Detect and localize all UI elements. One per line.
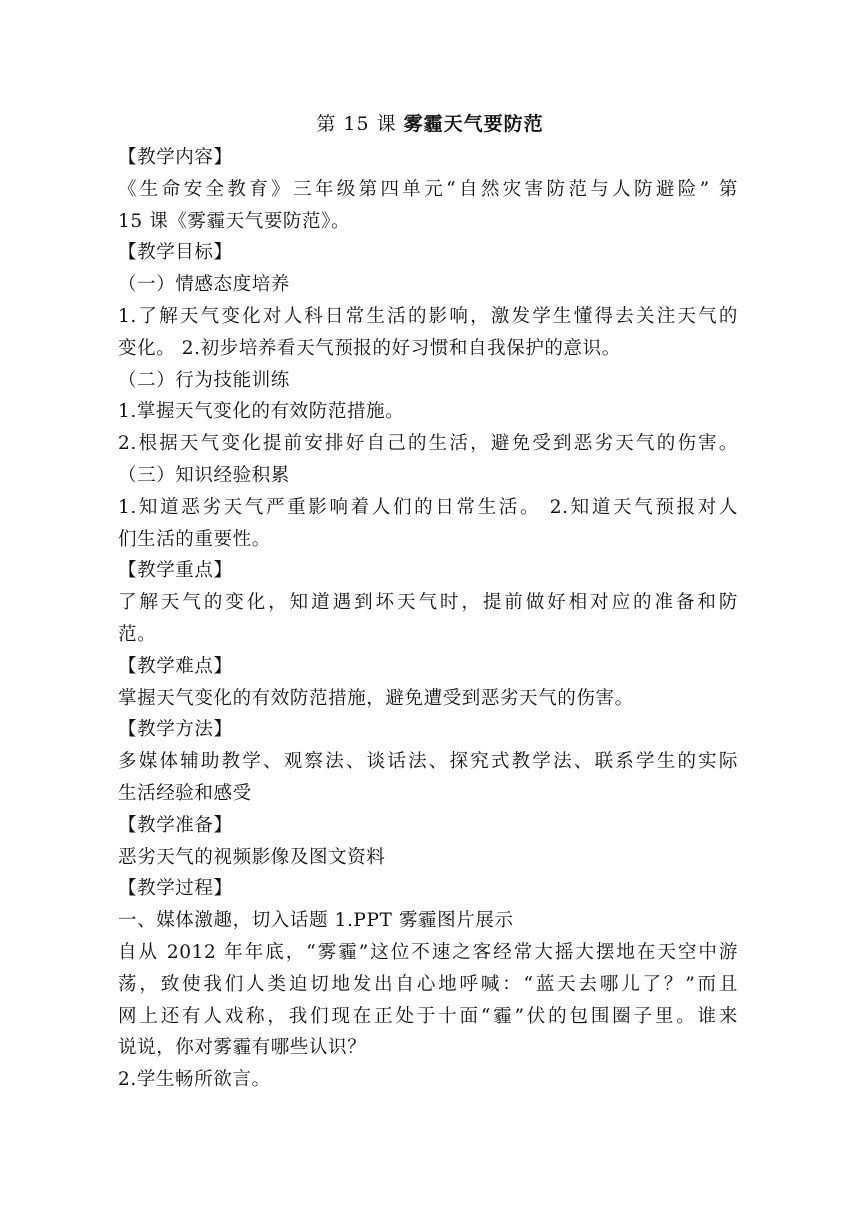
text-line: （三）知识经验积累 — [118, 464, 290, 486]
text-line: 生活经验和感受 — [118, 782, 252, 804]
text-line: 【教学过程】 — [118, 878, 233, 900]
text-line: 掌握天气变化的有效防范措施，避免遭受到恶劣天气的伤害。 — [118, 687, 634, 709]
text-line: 【教学准备】 — [118, 814, 233, 836]
text-line: 【教学内容】 — [118, 147, 233, 168]
text-line: 范。 — [118, 623, 157, 645]
text-line: 1.知道恶劣天气严重影响着人们的日常生活。 2.知道天气预报对人 — [118, 496, 738, 518]
text-line: 15 课《雾霾天气要防范》。 — [118, 210, 351, 232]
text-line: 荡，致使我们人类迫切地发出自心地呼喊：“蓝天去哪儿了？”而且 — [118, 973, 738, 995]
text-line: 【教学目标】 — [118, 242, 233, 264]
text-line: 2.学生畅所欲言。 — [118, 1069, 271, 1091]
text-line: 【教学重点】 — [118, 560, 233, 582]
text-line: 恶劣天气的视频影像及图文资料 — [118, 846, 386, 868]
lesson-title-text: 雾霾天气要防范 — [403, 113, 544, 135]
text-line: 网上还有人戏称，我们现在正处于十面“霾”伏的包围圈子里。谁来 — [118, 1005, 738, 1027]
text-line: 《生命安全教育》三年级第四单元“自然灾害防范与人防避险” 第 — [118, 178, 738, 200]
text-line: 自从 2012 年年底，“雾霾”这位不速之客经常大摇大摆地在天空中游 — [118, 941, 738, 963]
text-line: 1.掌握天气变化的有效防范措施。 — [118, 401, 405, 423]
text-line: 【教学方法】 — [118, 719, 233, 741]
document-body — [118, 142, 738, 1096]
text-line: 1.了解天气变化对人科日常生活的影响，激发学生懂得去关注天气的 — [118, 305, 738, 327]
text-line: （二）行为技能训练 — [118, 369, 290, 391]
text-line: 们生活的重要性。 — [118, 528, 271, 550]
text-line: 了解天气的变化，知道遇到坏天气时，提前做好相对应的准备和防 — [118, 592, 738, 614]
lesson-number: 第 15 课 — [316, 113, 404, 135]
text-line: 多媒体辅助教学、观察法、谈话法、探究式教学法、联系学生的实际 — [118, 751, 738, 773]
text-line: 变化。 2.初步培养看天气预报的好习惯和自我保护的意识。 — [118, 337, 621, 359]
text-line: 2.根据天气变化提前安排好自己的生活，避免受到恶劣天气的伤害。 — [118, 433, 738, 455]
text-line: 一、媒体激趣，切入话题 1.PPT 雾霾图片展示 — [118, 910, 514, 932]
lesson-title — [0, 110, 860, 138]
text-line: 【教学难点】 — [118, 655, 233, 677]
text-line: （一）情感态度培养 — [118, 274, 290, 296]
text-line: 说说，你对雾霾有哪些认识？ — [118, 1037, 367, 1059]
